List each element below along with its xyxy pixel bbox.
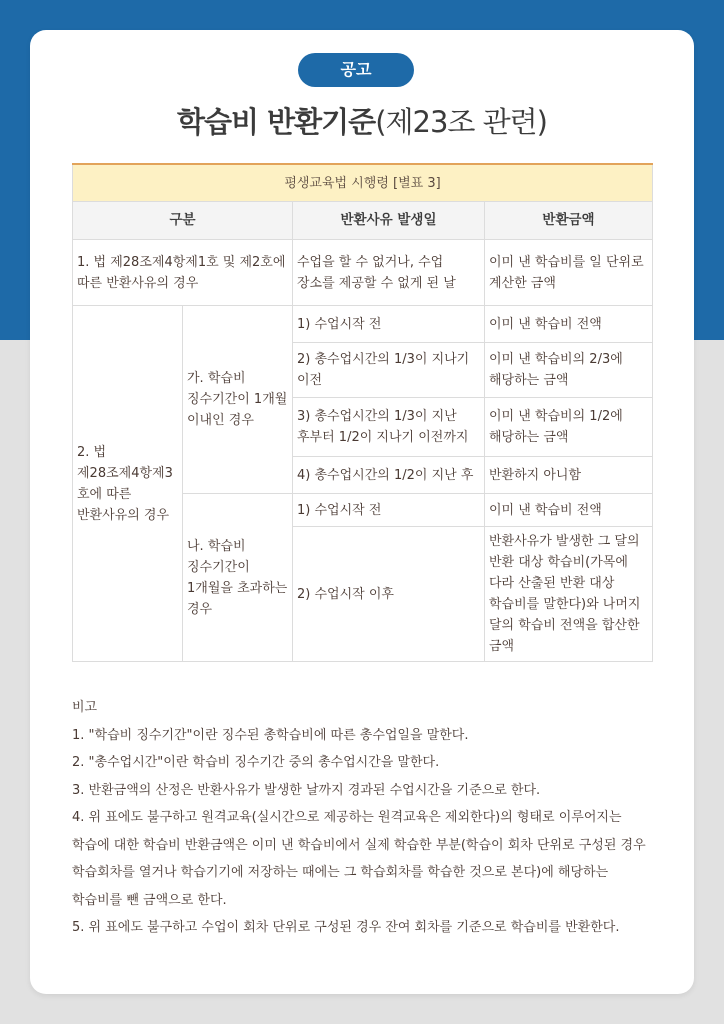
- table-row: [73, 306, 653, 343]
- group-a-amount-4: 반환하지 아니함: [485, 457, 653, 494]
- row1-date: 수업을 할 수 없거나, 수업 장소를 제공할 수 없게 된 날: [293, 240, 485, 306]
- refund-table: [72, 163, 653, 662]
- note-item-2: 2. "총수업시간"이란 학습비 징수기간 중의 총수업시간을 말한다.: [72, 755, 440, 770]
- row2-category: 2. 법 제28조제4항제3호에 따른 반환사유의 경우: [73, 306, 183, 662]
- table-header-row: [73, 202, 653, 240]
- table-caption-row: [73, 164, 653, 202]
- note-item-4: 4. 위 표에도 불구하고 원격교육(실시간으로 제공하는 원격교육은 제외한다)의 형태로 이루어지는 학습에 대한 학습비 반환금액은 이미 낸 학습비에서 실제 학습한 부분(학습이 회차 단위로 구성된 경우 학습회차를 열거나 학습기기에 저장하는 때에는 그 학습회차를 학습한 것으로 본다)에 해당하는 학습비를 뺀 금액으로 한다.: [72, 810, 646, 908]
- group-a-date-3: 3) 총수업시간의 1/3이 지난 후부터 1/2이 지나기 이전까지: [293, 398, 485, 457]
- title-main: 학습비 반환기준: [176, 105, 376, 139]
- group-a-date-1: 1) 수업시작 전: [293, 306, 485, 343]
- header-category: 구분: [73, 202, 293, 240]
- group-a-label: 가. 학습비 징수기간이 1개월 이내인 경우: [183, 306, 293, 494]
- notice-card: [30, 30, 694, 994]
- note-item-3: 3. 반환금액의 산정은 반환사유가 발생한 날까지 경과된 수업시간을 기준으로 한다.: [72, 782, 541, 798]
- group-a-date-4: 4) 총수업시간의 1/2이 지난 후: [293, 457, 485, 494]
- header-date: 반환사유 발생일: [293, 202, 485, 240]
- table-caption: 평생교육법 시행령 [별표 3]: [73, 164, 653, 202]
- row1-amount: 이미 낸 학습비를 일 단위로 계산한 금액: [485, 240, 653, 306]
- group-a-amount-3: 이미 낸 학습비의 1/2에 해당하는 금액: [485, 398, 653, 457]
- group-b-date-2: 2) 수업시작 이후: [293, 527, 485, 662]
- group-b-label: 나. 학습비 징수기간이 1개월을 초과하는 경우: [183, 494, 293, 662]
- notes-section: [72, 694, 662, 942]
- group-b-amount-1: 이미 낸 학습비 전액: [485, 494, 653, 527]
- group-a-amount-2: 이미 낸 학습비의 2/3에 해당하는 금액: [485, 343, 653, 398]
- group-b-amount-2: 반환사유가 발생한 그 달의 반환 대상 학습비(가목에 다라 산출된 반환 대상 학습비를 말한다)와 나머지 달의 학습비 전액을 합산한 금액: [485, 527, 653, 662]
- page-title: [30, 102, 694, 142]
- note-item-1: 1. "학습비 징수기간"이란 징수된 총학습비에 따른 총수업일을 말한다.: [72, 727, 469, 743]
- notice-badge: 공고: [298, 53, 414, 87]
- header-amount: 반환금액: [485, 202, 653, 240]
- group-a-amount-1: 이미 낸 학습비 전액: [485, 306, 653, 343]
- row1-category: 1. 법 제28조제4항제1호 및 제2호에 따른 반환사유의 경우: [73, 240, 293, 306]
- group-b-date-1: 1) 수업시작 전: [293, 494, 485, 527]
- group-a-date-2: 2) 총수업시간의 1/3이 지나기 이전: [293, 343, 485, 398]
- note-item-5: 5. 위 표에도 불구하고 수업이 회차 단위로 구성된 경우 잔여 회차를 기준으로 학습비를 반환한다.: [72, 920, 620, 935]
- table-row: [73, 240, 653, 306]
- title-sub: (제23조 관련): [375, 105, 547, 139]
- notes-heading: 비고: [72, 700, 98, 715]
